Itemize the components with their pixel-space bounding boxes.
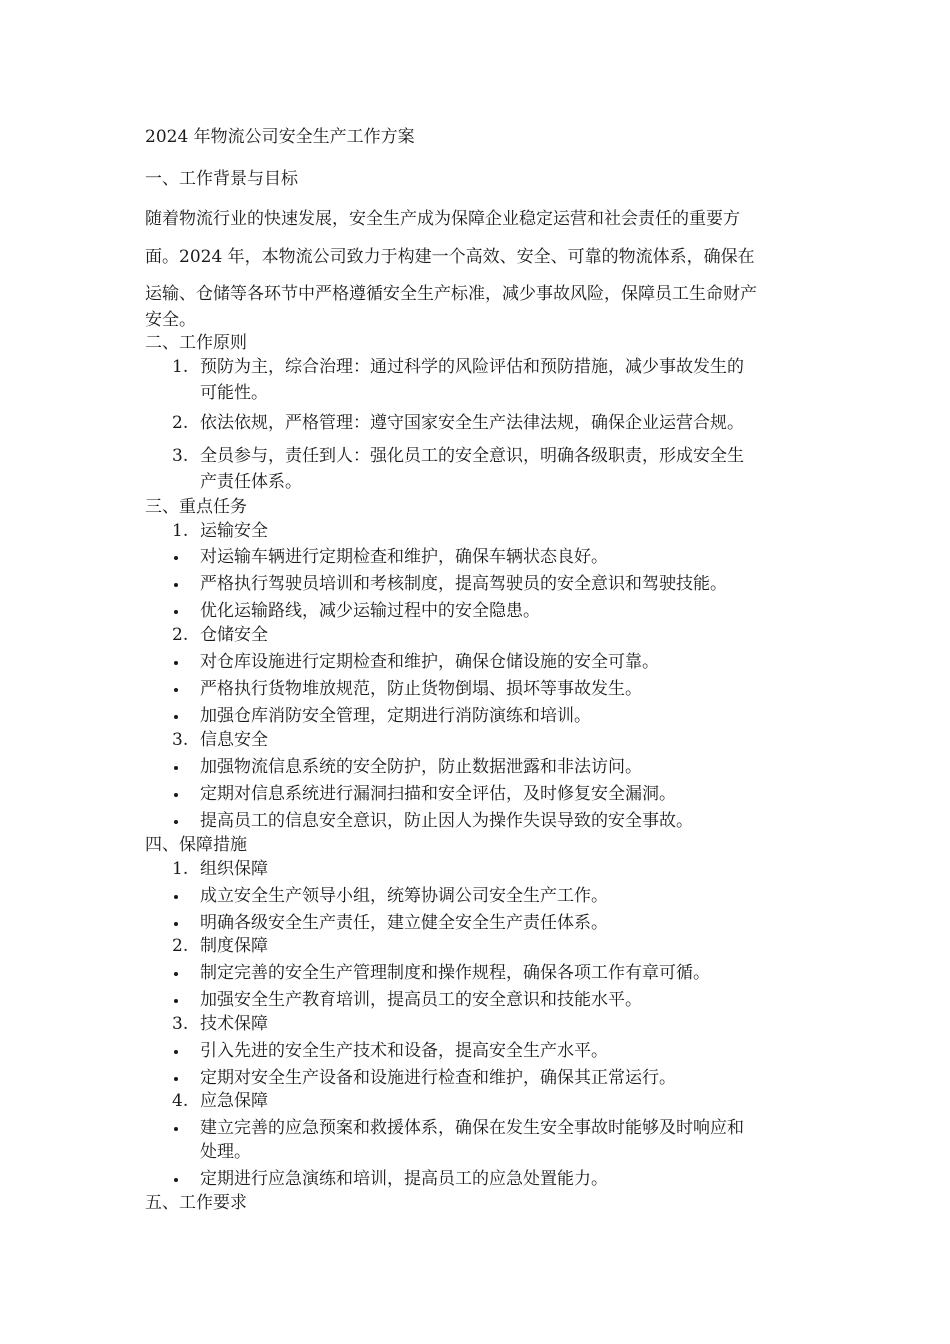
task-group-number: 3.: [172, 730, 189, 750]
bullet-icon: [174, 715, 178, 719]
task-group-number: 2.: [172, 625, 189, 645]
task-bullet-text: 加强物流信息系统的安全防护，防止数据泄露和非法访问。: [200, 757, 642, 777]
principle-number: 3.: [172, 446, 189, 466]
measure-bullet-text: 定期进行应急演练和培训，提高员工的应急处置能力。: [200, 1169, 608, 1189]
measure-bullet-text: 加强安全生产教育培训，提高员工的安全意识和技能水平。: [200, 990, 642, 1010]
measure-bullet-text: 定期对安全生产设备和设施进行检查和维护，确保其正常运行。: [200, 1068, 676, 1088]
bullet-icon: [174, 922, 178, 926]
bullet-icon: [174, 820, 178, 824]
principle-text: 依法依规，严格管理：遵守国家安全生产法律法规，确保企业运营合规。: [200, 413, 744, 433]
section1-heading: 一、工作背景与目标: [145, 169, 298, 189]
bullet-icon: [174, 766, 178, 770]
section5-heading: 五、工作要求: [145, 1193, 247, 1213]
section1-para-line: 安全。: [145, 310, 196, 330]
bullet-icon: [174, 972, 178, 976]
measure-bullet-text: 建立完善的应急预案和救援体系，确保在发生安全事故时能够及时响应和: [200, 1118, 744, 1138]
section1-para-line: 面。2024 年，本物流公司致力于构建一个高效、安全、可靠的物流体系，确保在: [145, 247, 755, 267]
bullet-icon: [174, 895, 178, 899]
section2-heading: 二、工作原则: [145, 333, 247, 353]
section1-para-line: 运输、仓储等各环节中严格遵循安全生产标准，减少事故风险，保障员工生命财产: [145, 284, 757, 304]
bullet-icon: [174, 1127, 178, 1131]
task-bullet-text: 严格执行货物堆放规范，防止货物倒塌、损坏等事故发生。: [200, 679, 642, 699]
measure-bullet-text: 明确各级安全生产责任，建立健全安全生产责任体系。: [200, 913, 608, 933]
task-group-number: 1.: [172, 521, 189, 541]
measure-group-label: 组织保障: [200, 859, 268, 879]
task-bullet-text: 定期对信息系统进行漏洞扫描和安全评估，及时修复安全漏洞。: [200, 784, 676, 804]
bullet-icon: [174, 1178, 178, 1182]
task-group-label: 运输安全: [200, 521, 268, 541]
task-bullet-text: 对仓库设施进行定期检查和维护，确保仓储设施的安全可靠。: [200, 652, 659, 672]
measure-group-number: 3.: [172, 1014, 189, 1034]
section4-heading: 四、保障措施: [145, 835, 247, 855]
principle-text: 可能性。: [200, 383, 268, 403]
measure-group-number: 1.: [172, 859, 189, 879]
section1-para-line: 随着物流行业的快速发展，安全生产成为保障企业稳定运营和社会责任的重要方: [145, 209, 740, 229]
bullet-icon: [174, 556, 178, 560]
bullet-icon: [174, 1050, 178, 1054]
principle-text: 全员参与，责任到人：强化员工的安全意识，明确各级职责，形成安全生: [200, 446, 744, 466]
task-bullet-text: 加强仓库消防安全管理，定期进行消防演练和培训。: [200, 706, 591, 726]
document-title: 2024 年物流公司安全生产工作方案: [145, 127, 415, 147]
section3-heading: 三、重点任务: [145, 497, 247, 517]
bullet-icon: [174, 583, 178, 587]
measure-group-number: 4.: [172, 1091, 189, 1111]
principle-number: 2.: [172, 413, 189, 433]
bullet-icon: [174, 661, 178, 665]
principle-text: 预防为主，综合治理：通过科学的风险评估和预防措施，减少事故发生的: [200, 357, 744, 377]
measure-group-label: 制度保障: [200, 936, 268, 956]
bullet-icon: [174, 999, 178, 1003]
task-bullet-text: 优化运输路线，减少运输过程中的安全隐患。: [200, 601, 540, 621]
bullet-icon: [174, 1077, 178, 1081]
measure-bullet-text: 制定完善的安全生产管理制度和操作规程，确保各项工作有章可循。: [200, 963, 710, 983]
measure-group-number: 2.: [172, 936, 189, 956]
bullet-icon: [174, 688, 178, 692]
task-group-label: 信息安全: [200, 730, 268, 750]
principle-text: 产责任体系。: [200, 472, 302, 492]
task-group-label: 仓储安全: [200, 625, 268, 645]
measure-group-label: 技术保障: [200, 1014, 268, 1034]
bullet-icon: [174, 610, 178, 614]
measure-bullet-text: 成立安全生产领导小组，统筹协调公司安全生产工作。: [200, 886, 608, 906]
task-bullet-text: 提高员工的信息安全意识，防止因人为操作失误导致的安全事故。: [200, 811, 693, 831]
measure-bullet-text: 引入先进的安全生产技术和设备，提高安全生产水平。: [200, 1041, 608, 1061]
measure-group-label: 应急保障: [200, 1091, 268, 1111]
principle-number: 1.: [172, 357, 189, 377]
bullet-icon: [174, 793, 178, 797]
measure-bullet-text: 处理。: [200, 1142, 251, 1162]
task-bullet-text: 严格执行驾驶员培训和考核制度，提高驾驶员的安全意识和驾驶技能。: [200, 574, 727, 594]
task-bullet-text: 对运输车辆进行定期检查和维护，确保车辆状态良好。: [200, 547, 608, 567]
